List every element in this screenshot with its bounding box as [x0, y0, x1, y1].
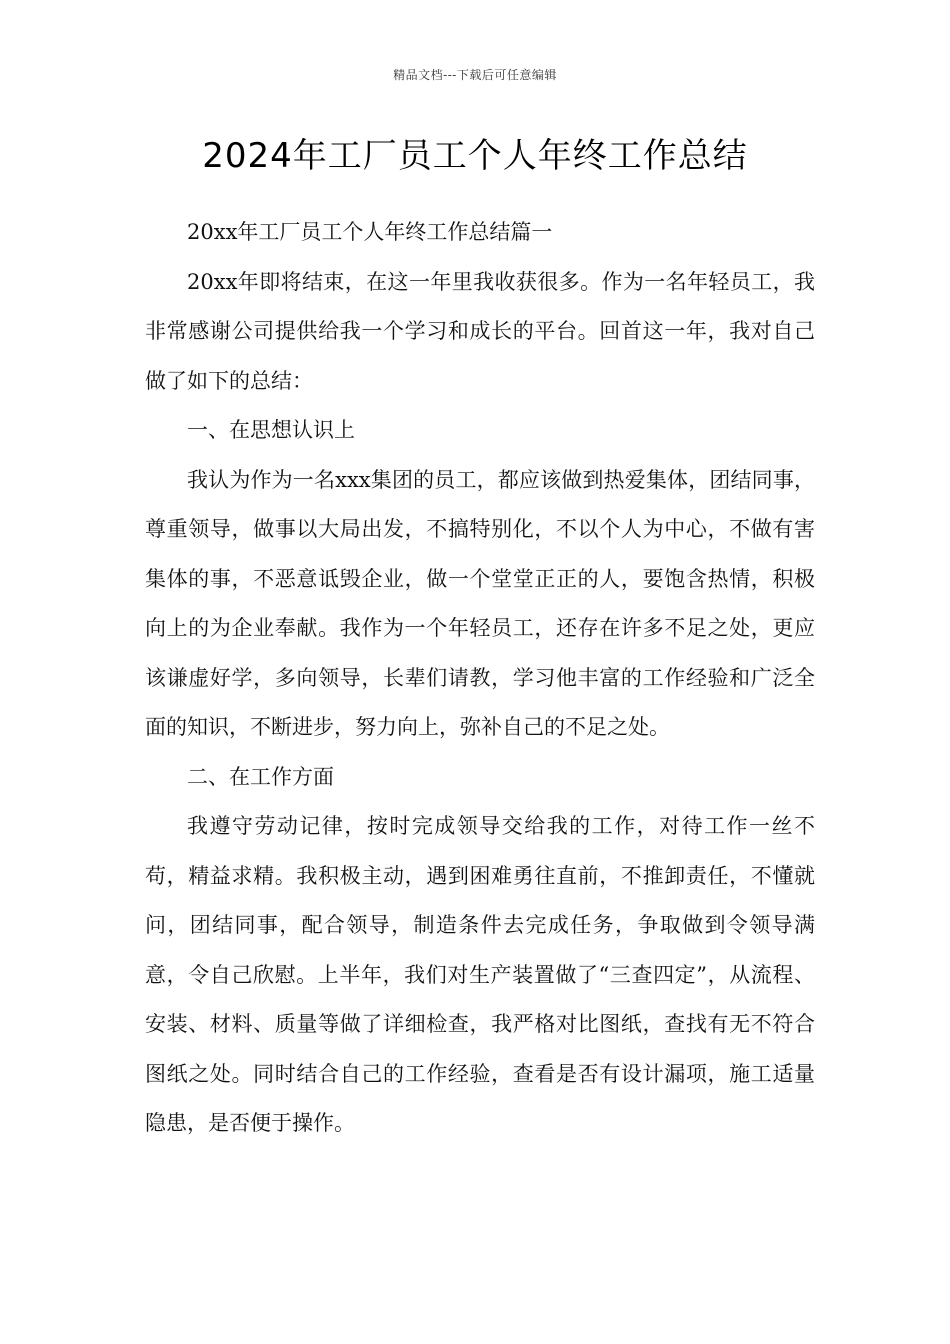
intro-paragraph: 20xx年即将结束，在这一年里我收获很多。作为一名年轻员工，我非常感谢公司提供给我一个学习和成长的平台。回首这一年，我对自己做了如下的总结：: [145, 269, 815, 393]
subheading-thinking: 一、在思想认识上: [187, 418, 355, 442]
section-heading-part-one: 20xx年工厂员工个人年终工作总结篇一: [187, 220, 553, 244]
thinking-paragraph: 我认为作为一名xxx集团的员工，都应该做到热爱集体，团结同事，尊重领导，做事以大局出发，不搞特别化，不以个人为中心，不做有害集体的事，不恶意诋毁企业，做一个堂堂正正的人，要饱含热情，积极向上的为企业奉献。我作为一个年轻员工，还存在许多不足之处，更应该谦虚好学，多向领导，长辈们请教，学习他丰富的工作经验和广泛全面的知识，不断进步，努力向上，弥补自己的不足之处。: [145, 467, 815, 739]
document-title: 2024年工厂员工个人年终工作总结: [202, 136, 748, 176]
document-body: [145, 208, 815, 1149]
work-paragraph: 我遵守劳动记律，按时完成领导交给我的工作，对待工作一丝不苟，精益求精。我积极主动，遇到困难勇往直前，不推卸责任，不懂就问，团结同事，配合领导，制造条件去完成任务，争取做到令领导满意，令自己欣慰。上半年，我们对生产装置做了“三查四定”，从流程、安装、材料、质量等做了详细检查，我严格对比图纸，查找有无不符合图纸之处。同时结合自己的工作经验，查看是否有设计漏项，施工适量隐患，是否便于操作。: [145, 814, 815, 1135]
subheading-work: 二、在工作方面: [187, 764, 334, 789]
header-note: 精品文档---下载后可任意编辑: [393, 68, 557, 82]
